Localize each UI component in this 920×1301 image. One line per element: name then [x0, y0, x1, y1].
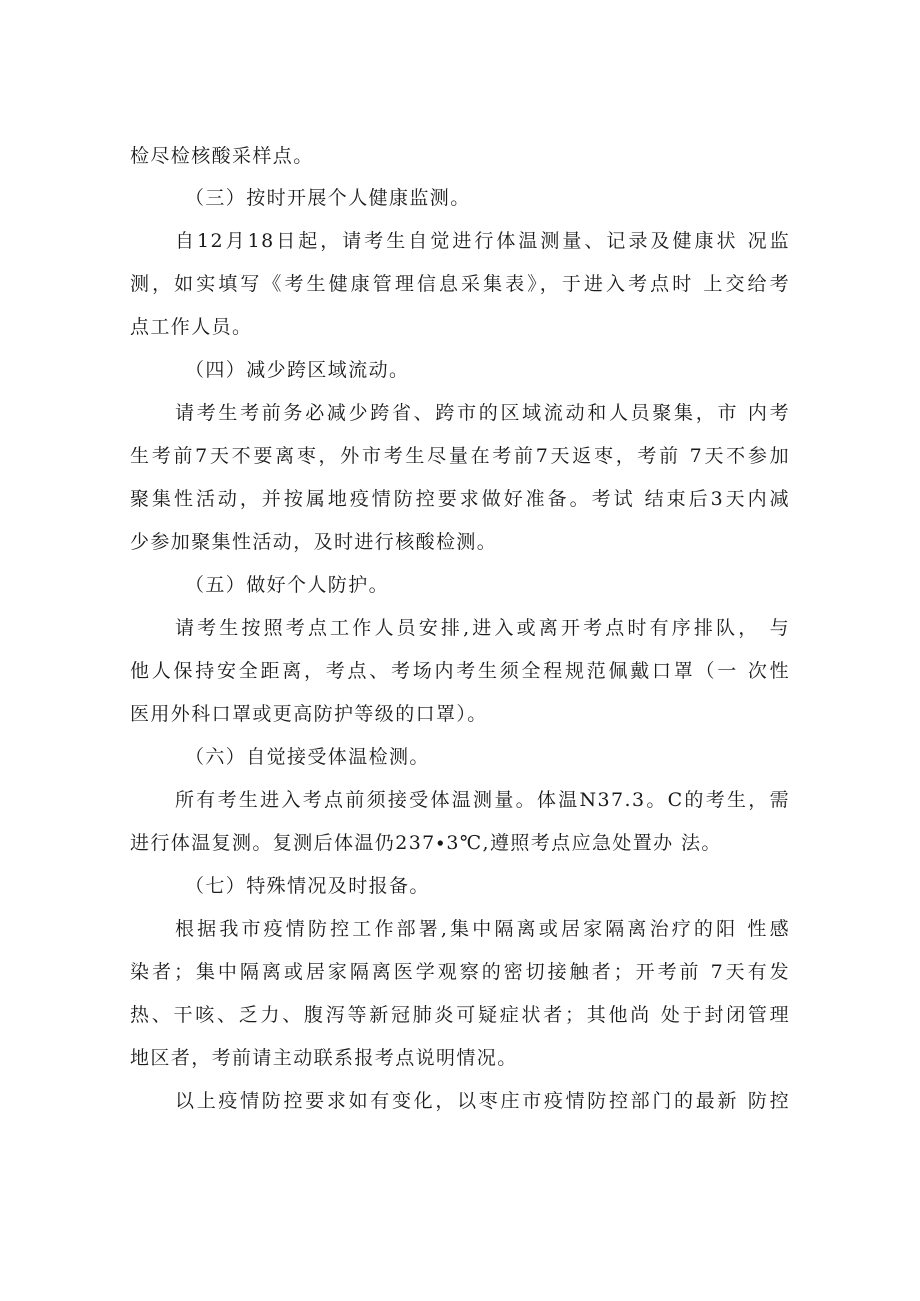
- text-line-16: 所有考生进入考点前须接受体温测量。体温N37.3。C的考生，需: [175, 789, 790, 811]
- text-line-4: 测，如实填写《考生健康管理信息采集表》，于进入考点时 上交给考: [130, 273, 790, 295]
- text-line-10: 少参加聚集性活动，及时进行核酸检测。: [130, 531, 498, 553]
- text-line-20: 染者；集中隔离或居家隔离医学观察的密切接触者；开考前 7天有发: [130, 961, 790, 983]
- section-heading-5: （五）做好个人防护。: [185, 574, 390, 596]
- text-line-22: 地区者，考前请主动联系报考点说明情况。: [130, 1047, 518, 1069]
- text-line-9: 聚集性活动，并按属地疫情防控要求做好准备。考试 结束后3天内减: [130, 488, 790, 510]
- section-heading-6: （六）自觉接受体温检测。: [185, 746, 430, 768]
- text-line-23: 以上疫情防控要求如有变化，以枣庄市疫情防控部门的最新 防控: [175, 1090, 790, 1112]
- section-heading-3: （三）按时开展个人健康监测。: [185, 187, 471, 209]
- text-line-21: 热、干咳、乏力、腹泻等新冠肺炎可疑症状者；其他尚 处于封闭管理: [130, 1004, 790, 1026]
- text-line-17: 进行体温复测。复测后体温仍237∙3℃,遵照考点应急处置办 法。: [130, 832, 722, 854]
- text-line-7: 请考生考前务必减少跨省、跨市的区域流动和人员聚集，市 内考: [175, 402, 790, 424]
- section-heading-4: （四）减少跨区域流动。: [185, 359, 410, 381]
- text-line-14: 医用外科口罩或更高防护等级的口罩）。: [130, 703, 488, 725]
- text-line-3: 自12月18日起，请考生自觉进行体温测量、记录及健康状 况监: [175, 230, 790, 252]
- section-heading-7: （七）特殊情况及时报备。: [185, 875, 430, 897]
- text-line-13: 他人保持安全距离，考点、考场内考生须全程规范佩戴口罩（一 次性: [130, 660, 790, 682]
- text-line-12: 请考生按照考点工作人员安排,进入或离开考点时有序排队， 与: [175, 617, 790, 639]
- text-line-5: 点工作人员。: [130, 316, 253, 338]
- text-line-8: 生考前7天不要离枣，外市考生尽量在考前7天返枣，考前 7天不参加: [130, 445, 790, 467]
- text-line-1: 检尽检核酸采样点。: [130, 145, 314, 167]
- text-line-19: 根据我市疫情防控工作部署,集中隔离或居家隔离治疗的阳 性感: [175, 918, 790, 940]
